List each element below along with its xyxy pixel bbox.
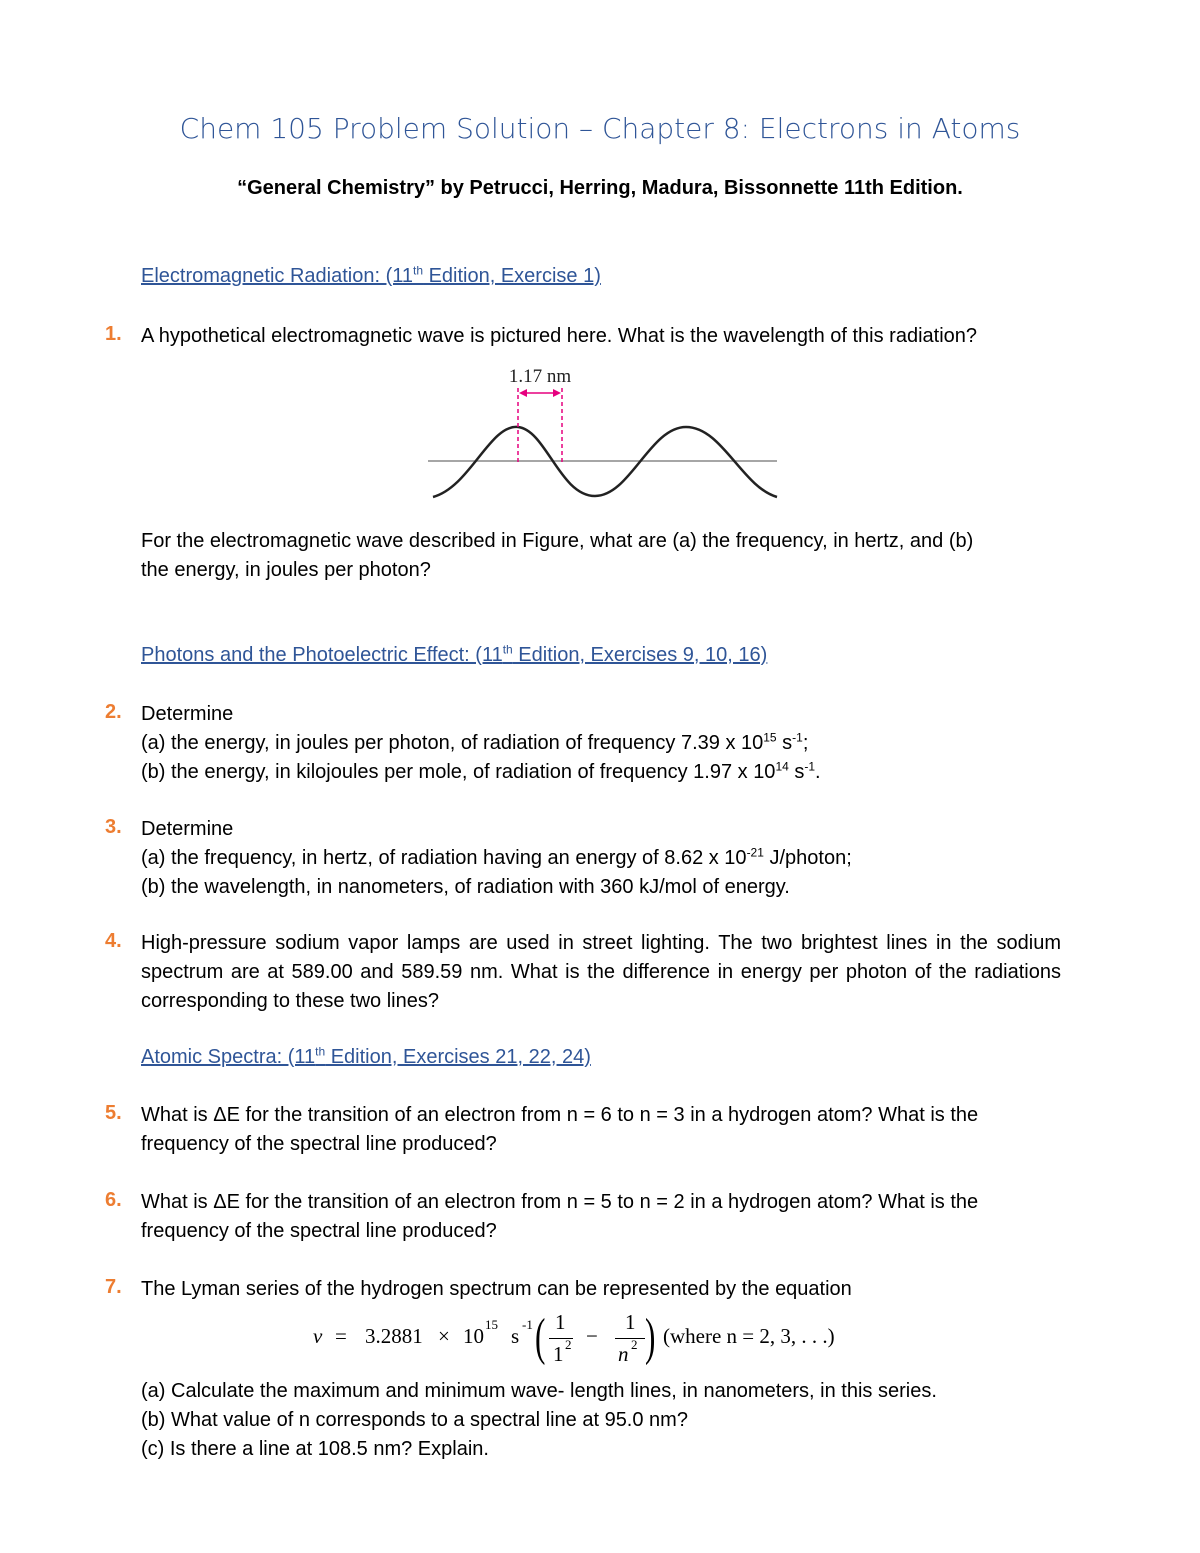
question-2-part-b (141, 758, 1061, 787)
question-line: For the electromagnetic wave described in Figure, what are (a) the frequency, in hertz, and (b) (141, 530, 974, 552)
formula-times: × (438, 1324, 450, 1348)
formula-right-paren: ) (645, 1309, 656, 1366)
superscript: -1 (804, 759, 816, 774)
section-text: Edition, Exercise 1) (423, 265, 601, 287)
section-superscript: th (413, 263, 424, 278)
formula-exponent: 15 (485, 1317, 498, 1332)
formula-base: 10 (463, 1324, 484, 1348)
question-number-2: 2. (105, 701, 122, 723)
question-7-parts (141, 1377, 1061, 1464)
superscript: -21 (746, 845, 764, 860)
formula-minus: − (586, 1324, 598, 1348)
superscript: -1 (792, 730, 803, 745)
formula-denominator-exponent: 2 (565, 1337, 572, 1352)
question-1-text (141, 322, 1061, 351)
question-line: A hypothetical electromagnetic wave is pictured here. What is the wavelength of this radiation? (141, 325, 978, 347)
formula-coefficient: 3.2881 (365, 1324, 423, 1348)
question-4-text: High-pressure sodium vapor lamps are used in street lighting. The two brightest lines in the sodium spectrum are at 589.00 and 589.59 nm. What is the difference in energy per photon of the radiations corresponding to these two lines? (141, 932, 1061, 1012)
formula-denominator: 1 (553, 1342, 564, 1366)
text-run: J/photon; (763, 847, 852, 869)
question-number-1: 1. (105, 323, 122, 345)
wave-figure (425, 362, 780, 502)
formula-numerator: 1 (555, 1310, 566, 1334)
arrowhead-left (519, 389, 527, 397)
formula-unit-exponent: -1 (522, 1317, 533, 1332)
question-2-part-a (141, 729, 1061, 758)
text-run: (a) the frequency, in hertz, of radiation having an energy of 8.62 x 10 (141, 847, 747, 869)
section-text: Photons and the Photoelectric Effect: (11 (141, 644, 503, 666)
question-7-part-b: (b) What value of n corresponds to a spectral line at 95.0 nm? (141, 1409, 688, 1431)
lyman-equation (313, 1308, 893, 1368)
text-run: s (776, 732, 793, 754)
page-title: Chem 105 Problem Solution – Chapter 8: Electrons in Atoms (179, 112, 1021, 145)
question-1-followup (141, 527, 1061, 585)
arrowhead-right (553, 389, 561, 397)
section-superscript: th (502, 642, 513, 657)
formula-nu: ν (313, 1324, 323, 1348)
question-7-part-a: (a) Calculate the maximum and minimum wave- length lines, in nanometers, in this series. (141, 1380, 937, 1402)
section-text: Edition, Exercises 21, 22, 24) (325, 1046, 591, 1068)
question-number-3: 3. (105, 816, 122, 838)
page-subtitle: “General Chemistry” by Petrucci, Herring, Madura, Bissonnette 11th Edition. (237, 177, 963, 199)
question-line: The Lyman series of the hydrogen spectrum can be represented by the equation (141, 1278, 852, 1300)
section-superscript: th (315, 1044, 326, 1059)
question-7-part-c: (c) Is there a line at 108.5 nm? Explain. (141, 1438, 489, 1460)
question-number-7: 7. (105, 1276, 122, 1298)
question-number-5: 5. (105, 1102, 122, 1124)
text-run: (a) the energy, in joules per photon, of radiation of frequency 7.39 x 10 (141, 732, 764, 754)
question-2-text (141, 700, 1061, 787)
formula-denominator: n (618, 1342, 629, 1366)
question-line: frequency of the spectral line produced? (141, 1220, 497, 1242)
formula-left-paren: ( (535, 1309, 546, 1366)
section-text: Electromagnetic Radiation: (11 (141, 265, 413, 287)
section-text: Edition, Exercises 9, 10, 16) (512, 644, 768, 666)
section-heading-atomic-spectra (141, 1046, 591, 1069)
question-number-4: 4. (105, 930, 122, 952)
wavelength-label: 1.17 nm (508, 366, 572, 387)
question-line: What is ΔE for the transition of an electron from n = 5 to n = 2 in a hydrogen atom? What is the (141, 1191, 979, 1213)
text-run: s (788, 761, 805, 783)
question-line: What is ΔE for the transition of an electron from n = 6 to n = 3 in a hydrogen atom? What is the (141, 1104, 979, 1126)
text-run: ; (802, 732, 809, 754)
superscript: 14 (775, 759, 789, 774)
text-run: . (815, 761, 821, 783)
question-line: frequency of the spectral line produced? (141, 1133, 497, 1155)
question-3-part-a (141, 844, 1061, 873)
question-3-part-b: (b) the wavelength, in nanometers, of radiation with 360 kJ/mol of energy. (141, 876, 790, 898)
section-heading-electromagnetic (141, 265, 601, 288)
question-number-6: 6. (105, 1189, 122, 1211)
question-3-text (141, 815, 1061, 902)
wave-curve (433, 427, 777, 497)
superscript: 15 (763, 730, 777, 745)
section-text: Atomic Spectra: (11 (141, 1046, 316, 1068)
formula-equals: = (335, 1324, 347, 1348)
formula-unit: s (511, 1324, 520, 1348)
formula-condition: (where n = 2, 3, . . .) (663, 1324, 835, 1348)
question-6-text (141, 1188, 1061, 1246)
fraction-bar (615, 1338, 645, 1339)
question-line: Determine (141, 703, 234, 725)
question-line: Determine (141, 818, 234, 840)
question-line: the energy, in joules per photon? (141, 559, 431, 581)
question-5-text (141, 1101, 1061, 1159)
formula-denominator-exponent: 2 (631, 1337, 638, 1352)
section-heading-photons (141, 644, 767, 667)
formula-numerator: 1 (625, 1310, 636, 1334)
question-7-intro (141, 1275, 1061, 1304)
text-run: (b) the energy, in kilojoules per mole, of radiation of frequency 1.97 x 10 (141, 761, 776, 783)
